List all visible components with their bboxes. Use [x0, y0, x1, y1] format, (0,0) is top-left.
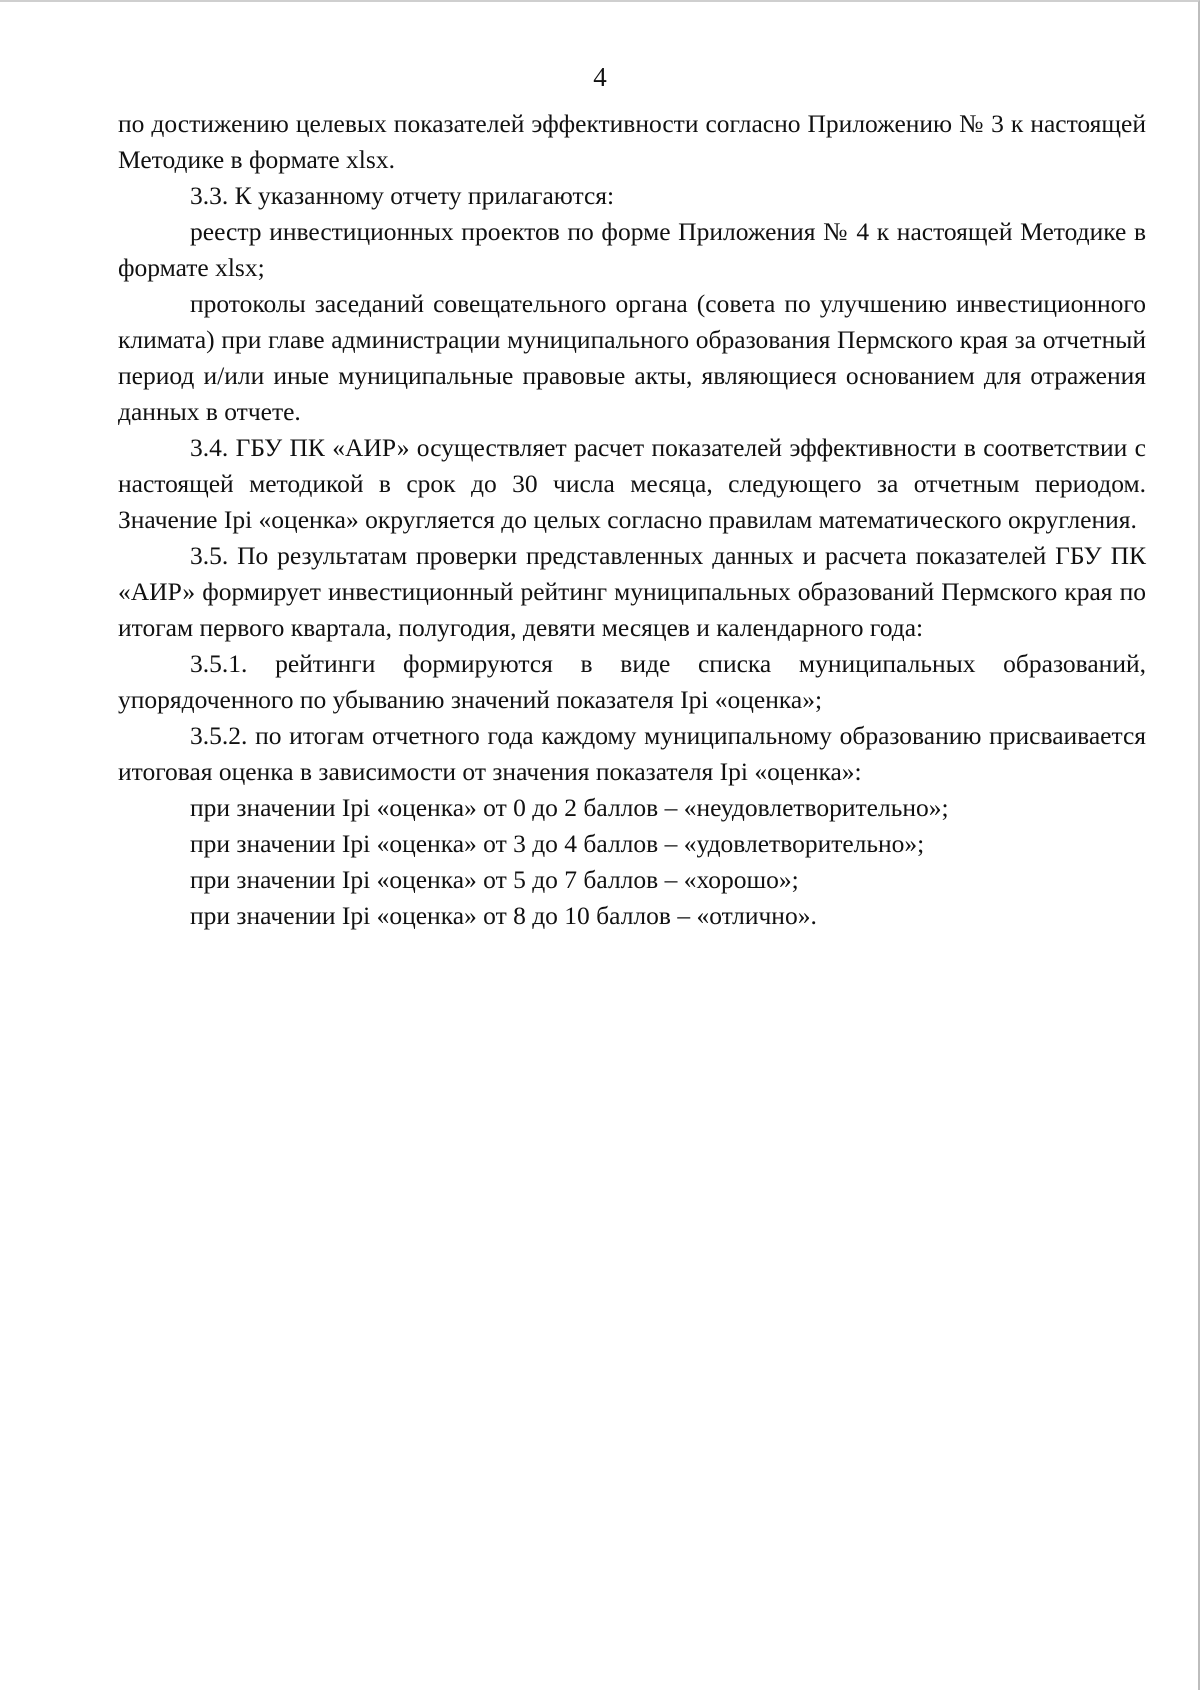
- score-range-unsatisfactory: при значении Ipi «оценка» от 0 до 2 баллов – «неудовлетворительно»;: [190, 793, 949, 822]
- page-number: 4: [593, 62, 607, 92]
- score-range-excellent: при значении Ipi «оценка» от 8 до 10 баллов – «отлично».: [190, 901, 817, 930]
- paragraph-project-registry: реестр инвестиционных проектов по форме Приложения № 4 к настоящей Методике в формате xlsx;: [118, 217, 1146, 282]
- paragraph-3-4: 3.4. ГБУ ПК «АИР» осуществляет расчет показателей эффективности в соответствии с настоящей методикой в срок до 30 числа месяца, следующего за отчетным периодом. Значение Ipi «оценка» округляется до целых согласно правилам математического округления.: [118, 433, 1146, 534]
- paragraph-continuation: по достижению целевых показателей эффективности согласно Приложению № 3 к настоящей Методике в формате xlsx.: [118, 109, 1146, 174]
- paragraph-3-3: 3.3. К указанному отчету прилагаются:: [190, 181, 615, 210]
- score-range-good: при значении Ipi «оценка» от 5 до 7 баллов – «хорошо»;: [190, 865, 799, 894]
- paragraph-3-5-1: 3.5.1. рейтинги формируются в виде списка муниципальных образований, упорядоченного по убыванию значений показателя Ipi «оценка»;: [118, 649, 1146, 714]
- paragraph-3-5-2: 3.5.2. по итогам отчетного года каждому муниципальному образованию присваивается итоговая оценка в зависимости от значения показателя Ipi «оценка»:: [118, 721, 1146, 786]
- score-range-satisfactory: при значении Ipi «оценка» от 3 до 4 баллов – «удовлетворительно»;: [190, 829, 925, 858]
- paragraph-protocols: протоколы заседаний совещательного органа (совета по улучшению инвестиционного климата) при главе администрации муниципального образования Пермского края за отчетный период и/или иные муниципальные правовые акты, являющиеся основанием для отражения данных в отчете.: [118, 289, 1146, 426]
- document-body: [118, 106, 1146, 934]
- paragraph-3-5: 3.5. По результатам проверки представленных данных и расчета показателей ГБУ ПК «АИР» формирует инвестиционный рейтинг муниципальных образований Пермского края по итогам первого квартала, полугодия, девяти месяцев и календарного года:: [118, 541, 1146, 642]
